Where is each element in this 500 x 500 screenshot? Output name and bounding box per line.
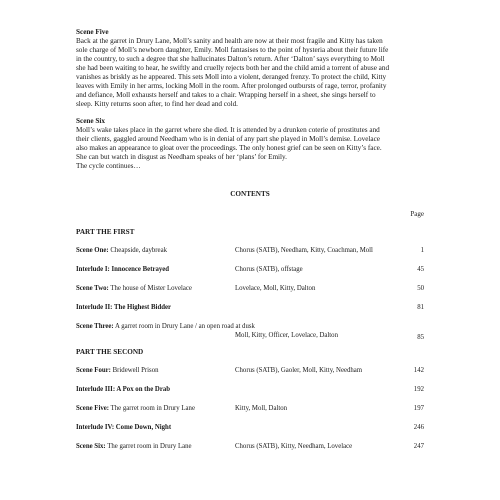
synopsis-heading-scene-six: Scene Six — [76, 117, 105, 125]
entry-page: 85 — [417, 334, 424, 341]
synopsis-line: Back at the garret in Drury Lane, Moll’s sanity and health are now at their most fragile and Kitty has taken — [76, 37, 383, 45]
entry-title: Interlude III: A Pox on the Drab — [76, 386, 171, 393]
entry-title: Interlude I: Innocence Betrayed — [76, 266, 170, 273]
synopsis-line: She can but watch in disgust as Needham speaks of her ‘plans’ for Emily. — [76, 153, 287, 161]
entry-page: 1 — [420, 247, 424, 254]
entry-page: 247 — [413, 443, 424, 450]
entry-title: Scene Six: The garret room in Drury Lane — [76, 443, 192, 450]
entry-page: 142 — [413, 367, 424, 374]
entry-page: 45 — [417, 266, 424, 273]
synopsis-line: in the country, to such a degree that she hallucinates Dalton’s return. After ‘Dalton’ says everything to Moll — [76, 55, 385, 63]
synopsis-heading-scene-five: Scene Five — [76, 28, 109, 36]
contents-entry — [76, 424, 424, 434]
entry-title: Scene Four: Bridewell Prison — [76, 367, 159, 374]
synopsis-line: also makes an appearance to gloat over the proceedings. The only honest grief can be seen on Kitty’s face. — [76, 144, 382, 152]
part-heading: PART THE FIRST — [76, 228, 135, 236]
entry-title: Scene One: Cheapside, daybreak — [76, 247, 167, 254]
entry-cast: Kitty, Moll, Dalton — [235, 405, 288, 412]
entry-title: Interlude IV: Come Down, Night — [76, 424, 172, 431]
contents-entry — [76, 367, 424, 377]
synopsis-line: sleep. Kitty returns soon after, to find her dead and cold. — [76, 100, 238, 108]
entry-cast: Chorus (SATB), Kitty, Needham, Lovelace — [235, 443, 353, 450]
entry-cast: Moll, Kitty, Officer, Lovelace, Dalton — [235, 332, 338, 339]
part-heading: PART THE SECOND — [76, 348, 144, 356]
contents-entry — [76, 266, 424, 276]
contents-entry — [76, 323, 424, 341]
contents-entry — [76, 405, 424, 415]
entry-cast: Chorus (SATB), Needham, Kitty, Coachman, Moll — [235, 247, 373, 254]
entry-page: 50 — [417, 285, 424, 292]
entry-title: Scene Five: The garret room in Drury Lane — [76, 405, 195, 412]
entry-cast: Lovelace, Moll, Kitty, Dalton — [235, 285, 316, 292]
synopsis-line: and defiance, Moll exhausts herself and takes to a chair. Wrapping herself in a sheet, she sings herself to — [76, 91, 376, 99]
contents-entry — [76, 386, 424, 396]
contents-entry — [76, 247, 424, 257]
synopsis-line: she had been waiting to hear, he swiftly and cruelly rejects both her and the child amid a torrent of abuse and — [76, 64, 390, 72]
synopsis-line: their clients, gaggled around Needham who is in denial of any part she played in Moll’s demise. Lovelace — [76, 135, 380, 143]
contents-entry — [76, 304, 424, 314]
entry-cast: Chorus (SATB), Gaoler, Moll, Kitty, Needham — [235, 367, 363, 374]
synopsis-line: sole charge of Moll’s newborn daughter, Emily. Moll fantasises to the point of hysteria about their future life — [76, 46, 389, 54]
entry-page: 246 — [413, 424, 424, 431]
entry-title: Interlude II: The Highest Bidder — [76, 304, 172, 311]
synopsis-line: leaves with Emily in her arms, locking Moll in the room. After prolonged outbursts of rage, terror, profanity — [76, 82, 387, 90]
contents-entry — [76, 285, 424, 295]
page-column-header: Page — [410, 210, 424, 218]
entry-title: Scene Three: A garret room in Drury Lane / an open road at dusk — [76, 323, 255, 330]
entry-page: 197 — [413, 405, 424, 412]
entry-cast: Chorus (SATB), offstage — [235, 266, 303, 273]
entry-title: Scene Two: The house of Mister Lovelace — [76, 285, 192, 292]
contents-entry — [76, 443, 424, 453]
synopsis-line: The cycle continues… — [76, 162, 141, 170]
synopsis-line: vanishes as briskly as he appeared. This sets Moll into a violent, deranged frenzy. To protect the child, Kitty — [76, 73, 387, 81]
synopsis-line: Moll’s wake takes place in the garret where she died. It is attended by a drunken coterie of prostitutes and — [76, 126, 380, 134]
entry-page: 192 — [413, 386, 424, 393]
contents-title: CONTENTS — [230, 190, 270, 198]
entry-page: 81 — [417, 304, 424, 311]
